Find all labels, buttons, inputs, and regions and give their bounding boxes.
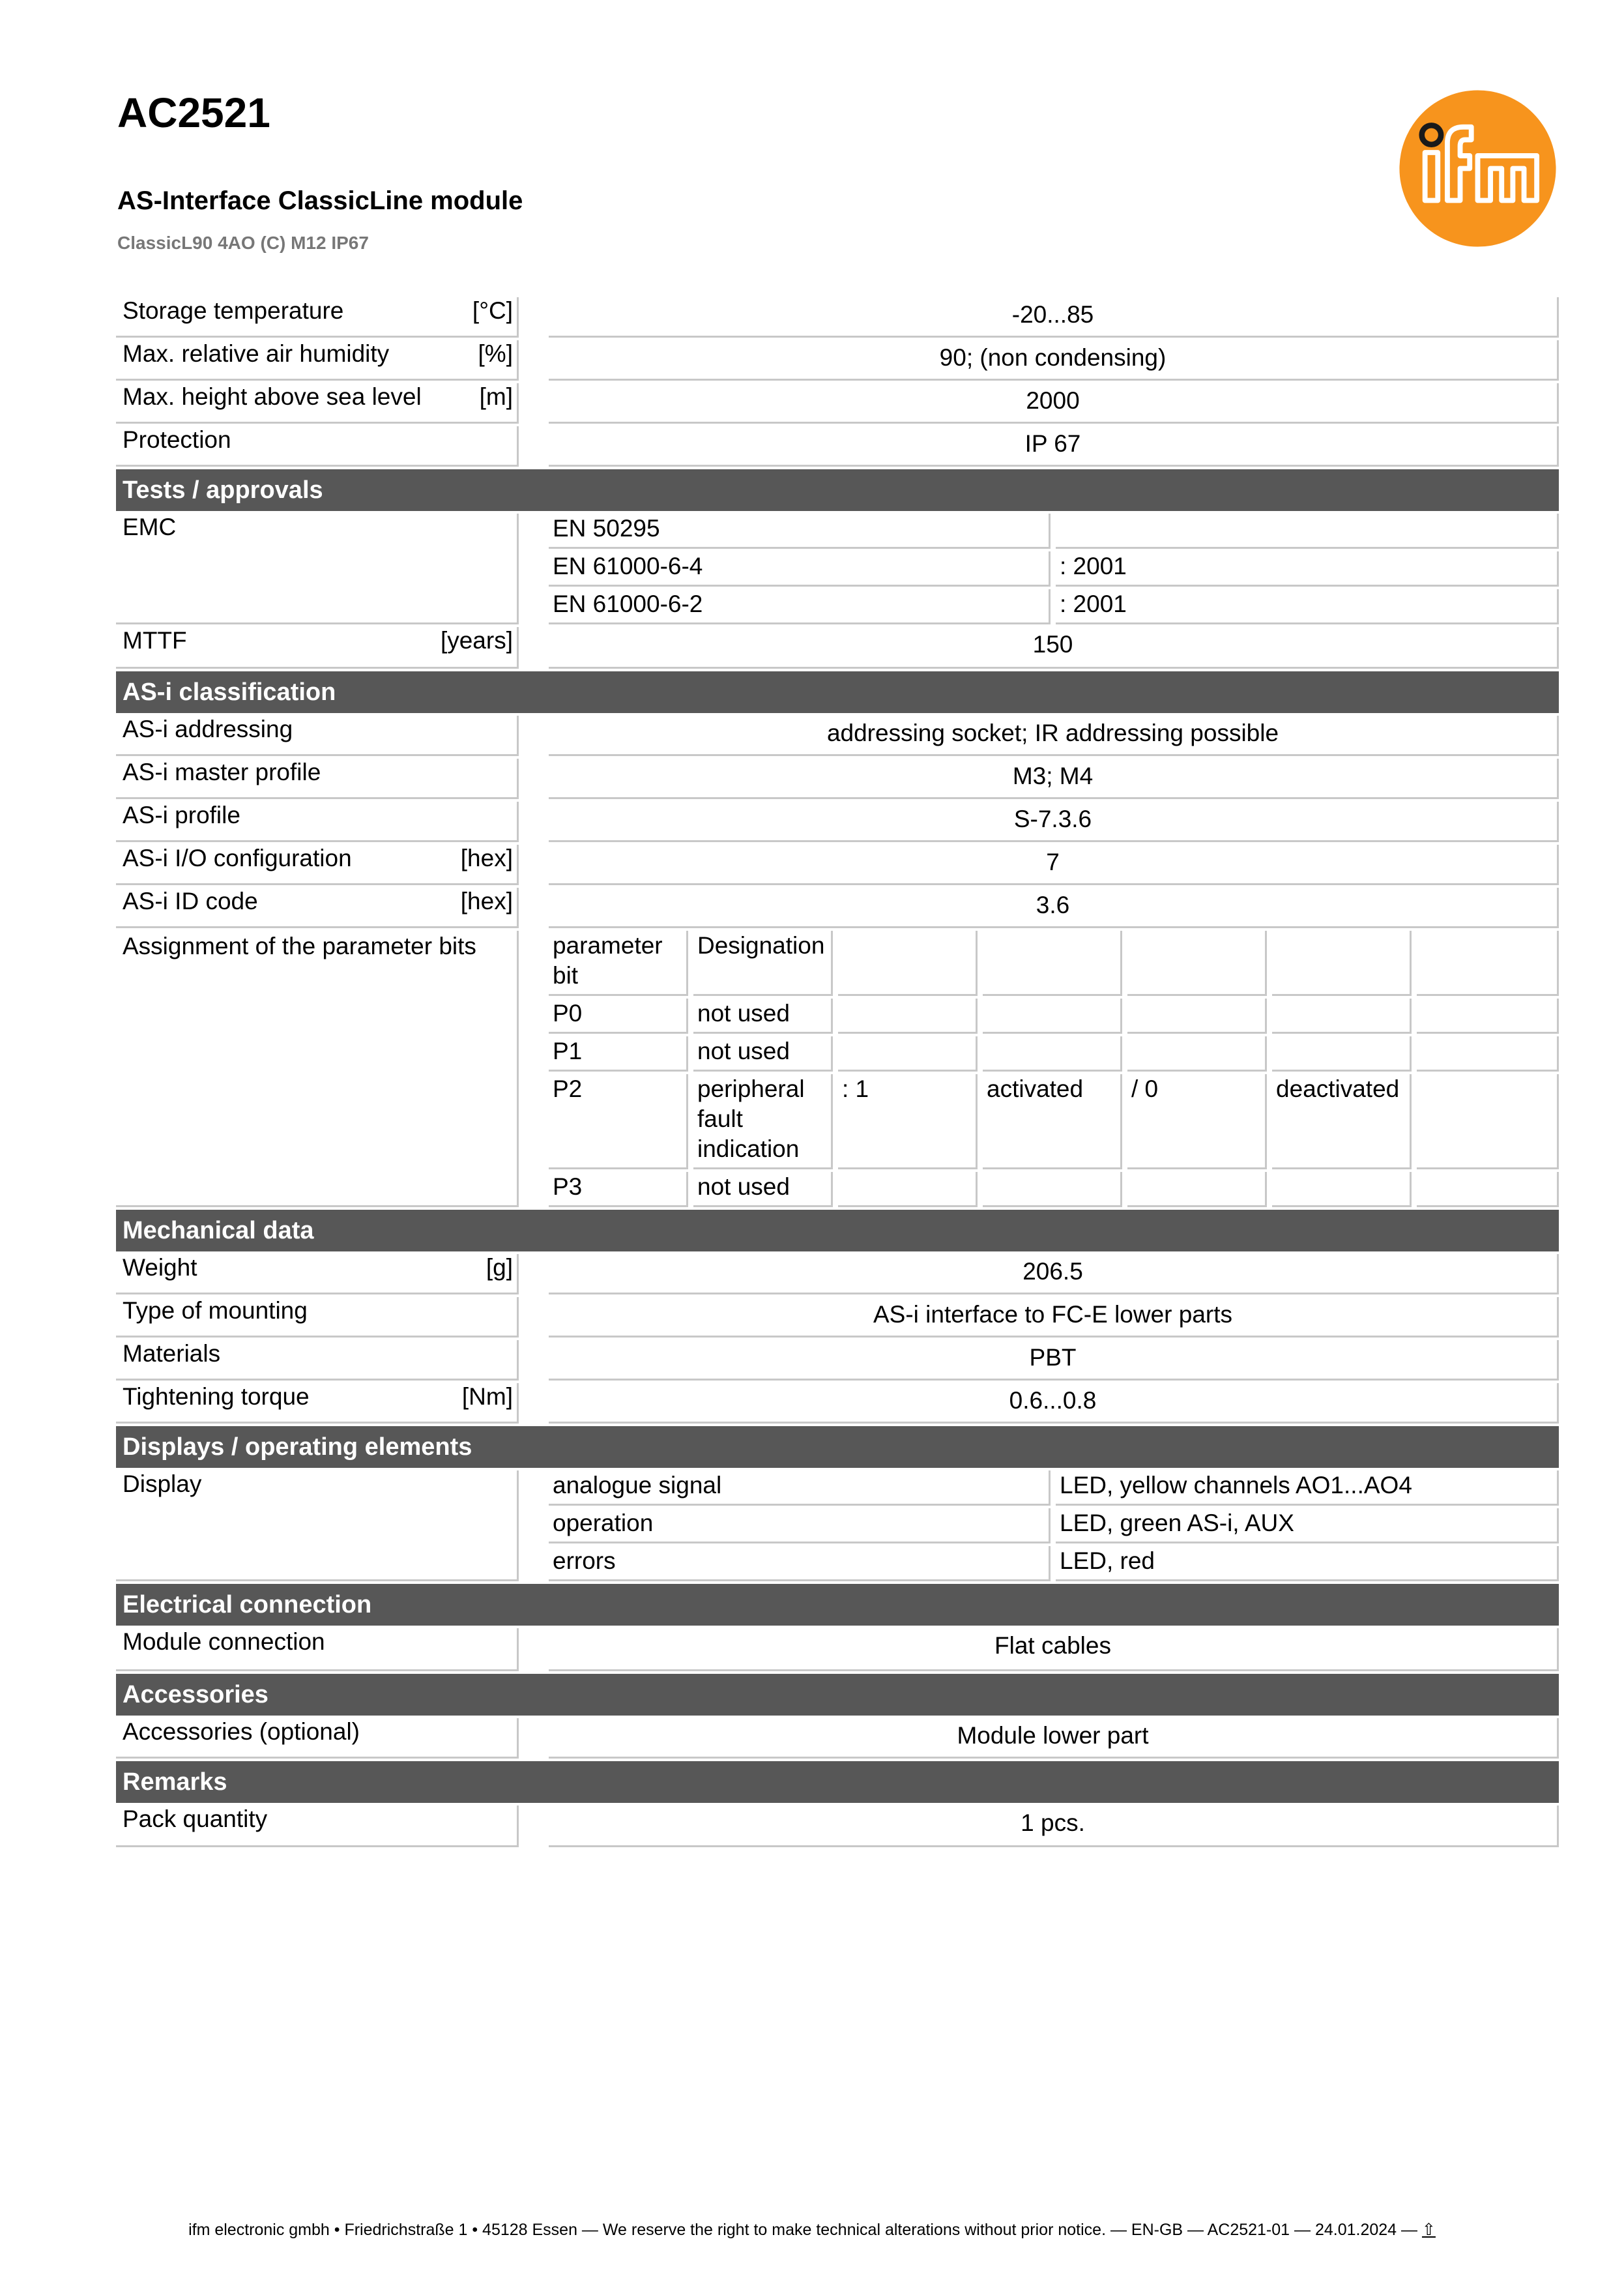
spec-value: 206.5 — [549, 1254, 1559, 1294]
spec-unit: [years] — [440, 627, 513, 654]
parameter-bits-table — [549, 931, 1559, 1210]
spec-label — [116, 1383, 519, 1424]
param-cell — [1417, 1036, 1559, 1072]
display-item-name: operation — [549, 1508, 1051, 1543]
param-cell: : 1 — [838, 1074, 978, 1169]
spec-row — [116, 888, 1559, 931]
datasheet — [116, 297, 1559, 1850]
spec-row — [116, 297, 1559, 340]
parameter-row — [549, 1074, 1559, 1172]
spec-label-text: AS-i ID code — [123, 888, 258, 914]
spec-row — [116, 845, 1559, 888]
spec-unit: [hex] — [460, 888, 513, 914]
parameter-row — [549, 999, 1559, 1036]
parameter-table-header — [549, 931, 1559, 999]
spec-value: 2000 — [549, 383, 1559, 424]
spec-label-text: Materials — [123, 1340, 221, 1367]
param-cell: P3 — [549, 1172, 688, 1207]
spec-row — [116, 627, 1559, 671]
emc-standard: EN 50295 — [549, 514, 1051, 549]
spec-label — [116, 1254, 519, 1294]
param-cell: P1 — [549, 1036, 688, 1072]
display-item-name: analogue signal — [549, 1470, 1051, 1506]
spec-value: M3; M4 — [549, 759, 1559, 799]
page-title: AC2521 — [117, 89, 270, 136]
display-item-row — [549, 1546, 1559, 1584]
param-cell: deactivated — [1272, 1074, 1412, 1169]
display-item-name: errors — [549, 1546, 1051, 1581]
spec-value: 1 pcs. — [549, 1805, 1559, 1847]
spec-label — [116, 383, 519, 424]
emc-standard-row — [549, 551, 1559, 589]
footer — [0, 2220, 1624, 2240]
param-cell: / 0 — [1127, 1074, 1267, 1169]
param-cell — [1417, 999, 1559, 1034]
section-header-displays: Displays / operating elements — [116, 1426, 1559, 1468]
param-cell: not used — [693, 1172, 833, 1207]
spec-value: IP 67 — [549, 426, 1559, 467]
parameter-row — [549, 1036, 1559, 1074]
spec-label-text: Tightening torque — [123, 1383, 310, 1410]
emc-standard: EN 61000-6-4 — [549, 551, 1051, 587]
section-header-asi: AS-i classification — [116, 671, 1559, 713]
spec-label-text: Accessories (optional) — [123, 1718, 360, 1745]
param-cell: activated — [983, 1074, 1122, 1169]
display-item-value: LED, green AS-i, AUX — [1056, 1508, 1559, 1543]
spec-row — [116, 1340, 1559, 1383]
spec-label — [116, 931, 519, 1207]
spec-label — [116, 297, 519, 338]
parameter-bits-row — [116, 931, 1559, 1210]
spec-unit: [g] — [486, 1254, 513, 1281]
param-header-cell: Designation — [693, 931, 833, 996]
spec-label — [116, 759, 519, 799]
param-cell — [983, 999, 1122, 1034]
section-header-remarks: Remarks — [116, 1761, 1559, 1803]
spec-label-text: AS-i master profile — [123, 759, 321, 785]
emc-year: : 2001 — [1056, 551, 1559, 587]
spec-label-text: EMC — [123, 514, 177, 540]
section-header-accessories: Accessories — [116, 1674, 1559, 1716]
section-header-electrical: Electrical connection — [116, 1584, 1559, 1626]
emc-standard-row — [549, 589, 1559, 627]
param-header-cell — [983, 931, 1122, 996]
spec-value: addressing socket; IR addressing possible — [549, 716, 1559, 756]
param-cell — [1417, 1074, 1559, 1169]
spec-unit: [hex] — [460, 845, 513, 871]
spec-label — [116, 1470, 519, 1581]
spec-label — [116, 1297, 519, 1338]
spec-label — [116, 1628, 519, 1671]
param-cell — [983, 1172, 1122, 1207]
spec-label-text: Storage temperature — [123, 297, 344, 324]
spec-value: AS-i interface to FC-E lower parts — [549, 1297, 1559, 1338]
display-item-value: LED, yellow channels AO1...AO4 — [1056, 1470, 1559, 1506]
display-item-row — [549, 1508, 1559, 1546]
param-cell — [1127, 999, 1267, 1034]
spec-unit: [m] — [479, 383, 513, 410]
param-cell — [983, 1036, 1122, 1072]
spec-label-text: Pack quantity — [123, 1805, 268, 1832]
spec-label — [116, 1340, 519, 1381]
emc-standard: EN 61000-6-2 — [549, 589, 1051, 624]
spec-row — [116, 716, 1559, 759]
spec-value: -20...85 — [549, 297, 1559, 338]
param-cell — [1272, 999, 1412, 1034]
param-cell: not used — [693, 999, 833, 1034]
document-symbol-icon: ⇧ — [1421, 2221, 1436, 2239]
spec-label-text: Module connection — [123, 1628, 325, 1655]
spec-label — [116, 888, 519, 928]
spec-label-text: Type of mounting — [123, 1297, 308, 1324]
spec-value: Module lower part — [549, 1718, 1559, 1759]
param-cell: P2 — [549, 1074, 688, 1169]
param-cell: P0 — [549, 999, 688, 1034]
spec-label — [116, 1805, 519, 1847]
param-cell — [1127, 1172, 1267, 1207]
spec-value: 150 — [549, 627, 1559, 669]
spec-row — [116, 340, 1559, 383]
spec-label-text: Assignment of the parameter bits — [123, 933, 476, 959]
param-header-cell — [1417, 931, 1559, 996]
param-cell — [838, 1172, 978, 1207]
spec-value: 7 — [549, 845, 1559, 885]
emc-row — [116, 514, 1559, 627]
emc-standard-row — [549, 514, 1559, 551]
section-header-mechanical: Mechanical data — [116, 1210, 1559, 1251]
spec-label-text: AS-i profile — [123, 802, 240, 828]
spec-unit: [°C] — [472, 297, 513, 324]
spec-row — [116, 802, 1559, 845]
display-item-row — [549, 1470, 1559, 1508]
spec-value: 90; (non condensing) — [549, 340, 1559, 381]
param-header-cell: parameter bit — [549, 931, 688, 996]
param-header-cell — [1127, 931, 1267, 996]
general-group — [116, 297, 1559, 469]
spec-label — [116, 426, 519, 467]
spec-value: S-7.3.6 — [549, 802, 1559, 842]
spec-row — [116, 426, 1559, 469]
display-table — [549, 1470, 1559, 1584]
param-cell — [838, 999, 978, 1034]
ifm-logo-icon — [1398, 89, 1558, 248]
spec-label-text: Protection — [123, 426, 231, 453]
spec-row — [116, 1805, 1559, 1850]
spec-row — [116, 1628, 1559, 1674]
spec-label — [116, 802, 519, 842]
param-cell — [1417, 1172, 1559, 1207]
emc-year: : 2001 — [1056, 589, 1559, 624]
display-row — [116, 1470, 1559, 1584]
product-variant: ClassicL90 4AO (C) M12 IP67 — [117, 233, 369, 253]
spec-row — [116, 1297, 1559, 1340]
spec-value: 0.6...0.8 — [549, 1383, 1559, 1424]
param-cell — [1272, 1172, 1412, 1207]
param-cell — [838, 1036, 978, 1072]
spec-label — [116, 340, 519, 381]
spec-label-text: Weight — [123, 1254, 197, 1281]
spec-label-text: AS-i addressing — [123, 716, 293, 742]
spec-label — [116, 1718, 519, 1759]
section-header-tests: Tests / approvals — [116, 469, 1559, 511]
spec-value: PBT — [549, 1340, 1559, 1381]
spec-row — [116, 1718, 1559, 1761]
spec-label — [116, 845, 519, 885]
spec-label-text: MTTF — [123, 627, 187, 654]
spec-label-text: Max. height above sea level — [123, 383, 422, 410]
param-cell — [1272, 1036, 1412, 1072]
spec-label-text: Display — [123, 1470, 202, 1497]
spec-unit: [%] — [478, 340, 513, 367]
spec-row — [116, 759, 1559, 802]
param-header-cell — [838, 931, 978, 996]
product-subtitle: AS-Interface ClassicLine module — [117, 186, 523, 215]
spec-label-text: Max. relative air humidity — [123, 340, 390, 367]
spec-row — [116, 1383, 1559, 1426]
display-item-value: LED, red — [1056, 1546, 1559, 1581]
param-cell: peripheral fault indication — [693, 1074, 833, 1169]
spec-unit: [Nm] — [461, 1383, 513, 1410]
spec-value: 3.6 — [549, 888, 1559, 928]
parameter-row — [549, 1172, 1559, 1210]
param-cell — [1127, 1036, 1267, 1072]
param-cell: not used — [693, 1036, 833, 1072]
footer-text: ifm electronic gmbh • Friedrichstraße 1 • 45128 Essen — We reserve the right to make technical alterations without prior notice. — EN-GB — AC2521-01 — 24.01.2024 — — [188, 2221, 1418, 2239]
spec-label — [116, 716, 519, 756]
param-header-cell — [1272, 931, 1412, 996]
spec-row — [116, 383, 1559, 426]
spec-label — [116, 627, 519, 669]
spec-label-text: AS-i I/O configuration — [123, 845, 352, 871]
spec-value: Flat cables — [549, 1628, 1559, 1671]
emc-table — [549, 514, 1559, 627]
emc-year — [1056, 514, 1559, 549]
spec-row — [116, 1254, 1559, 1297]
spec-label — [116, 514, 519, 624]
